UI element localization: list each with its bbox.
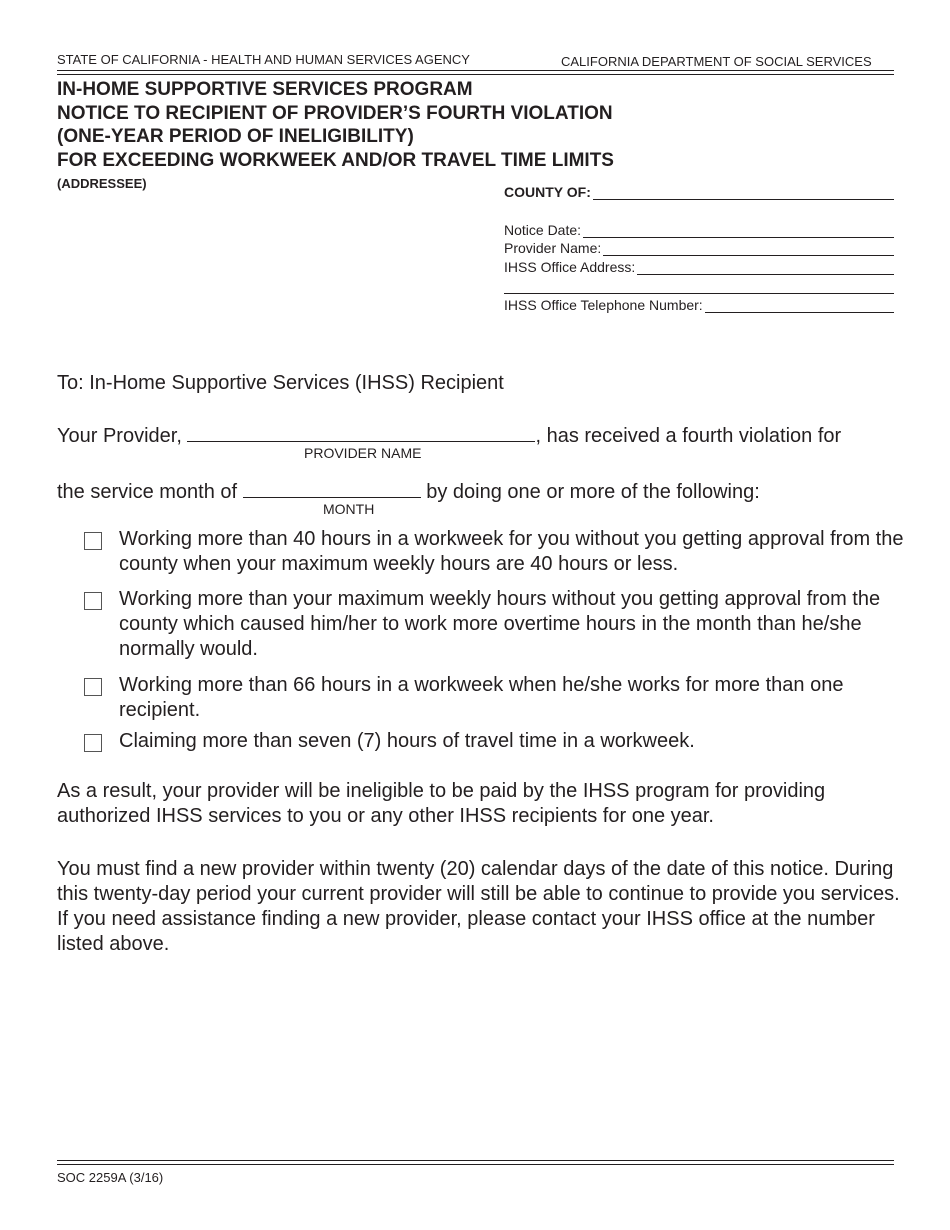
top-divider	[57, 70, 894, 75]
bottom-divider	[57, 1160, 894, 1165]
office-phone-field	[504, 297, 894, 313]
provider-suffix: , has received a fourth violation for	[535, 425, 842, 447]
checkbox[interactable]	[84, 532, 102, 550]
notice-date-label: Notice Date:	[504, 222, 582, 238]
checklist-item-text: Claiming more than seven (7) hours of travel time in a workweek.	[119, 730, 695, 752]
office-address-second-line[interactable]	[504, 293, 894, 294]
office-phone-label: IHSS Office Telephone Number:	[504, 297, 703, 313]
provider-name-label: Provider Name:	[504, 240, 602, 256]
checklist-item	[84, 673, 904, 723]
checklist-item-text: Working more than 40 hours in a workweek for you without you getting approval from the county when your maximum weekly hours are 40 hours or less.	[119, 528, 904, 575]
checklist-item	[84, 527, 904, 577]
month-blank[interactable]	[243, 479, 421, 498]
month-suffix: by doing one or more of the following:	[426, 481, 760, 503]
title-line: NOTICE TO RECIPIENT OF PROVIDER’S FOURTH VIOLATION	[57, 102, 613, 124]
month-prefix: the service month of	[57, 481, 238, 503]
county-label: COUNTY OF:	[504, 184, 591, 200]
title-line: FOR EXCEEDING WORKWEEK AND/OR TRAVEL TIME LIMITS	[57, 149, 614, 171]
department-name: CALIFORNIA DEPARTMENT OF SOCIAL SERVICES	[561, 54, 872, 69]
title-line: IN-HOME SUPPORTIVE SERVICES PROGRAM	[57, 79, 473, 100]
to-line: To: In-Home Supportive Services (IHSS) Recipient	[57, 372, 504, 394]
checkbox[interactable]	[84, 678, 102, 696]
office-address-label: IHSS Office Address:	[504, 259, 636, 275]
agency-name: STATE OF CALIFORNIA - HEALTH AND HUMAN SERVICES AGENCY	[57, 52, 470, 67]
office-address-field	[504, 259, 894, 275]
provider-sentence	[57, 423, 841, 449]
office-address-input-line[interactable]	[637, 260, 894, 275]
provider-name-input-line[interactable]	[603, 241, 894, 256]
county-input-line[interactable]	[593, 185, 894, 200]
checkbox[interactable]	[84, 734, 102, 752]
notice-date-input-line[interactable]	[583, 223, 894, 238]
provider-name-caption: PROVIDER NAME	[304, 445, 422, 461]
form-number: SOC 2259A (3/16)	[57, 1170, 164, 1185]
checklist-item-text: Working more than 66 hours in a workweek when he/she works for more than one recipient.	[119, 674, 844, 721]
notice-date-field	[504, 222, 894, 238]
office-phone-input-line[interactable]	[705, 298, 894, 313]
new-provider-paragraph: You must find a new provider within twenty (20) calendar days of the date of this notice. During this twenty-day period your current provider will still be able to continue to provide you services. If you need assistance finding a new provider, please contact your IHSS office at the number listed above.	[57, 858, 900, 955]
title-line: (ONE-YEAR PERIOD OF INELIGIBILITY)	[57, 126, 414, 147]
provider-prefix: Your Provider,	[57, 425, 182, 447]
checklist-item-text: Working more than your maximum weekly hours without you getting approval from the county which caused him/her to work more overtime hours in the month than he/she normally would.	[119, 588, 881, 660]
ineligibility-paragraph: As a result, your provider will be ineligible to be paid by the IHSS program for providing authorized IHSS services to you or any other IHSS recipients for one year.	[57, 780, 826, 827]
checklist-item	[84, 729, 904, 754]
provider-name-blank[interactable]	[187, 423, 535, 442]
addressee-label: (ADDRESSEE)	[57, 176, 147, 191]
month-sentence	[57, 479, 760, 505]
county-field	[504, 184, 894, 200]
form-title	[57, 78, 614, 172]
provider-name-field	[504, 240, 894, 256]
checkbox[interactable]	[84, 592, 102, 610]
checklist-item	[84, 587, 904, 662]
month-caption: MONTH	[323, 501, 375, 517]
